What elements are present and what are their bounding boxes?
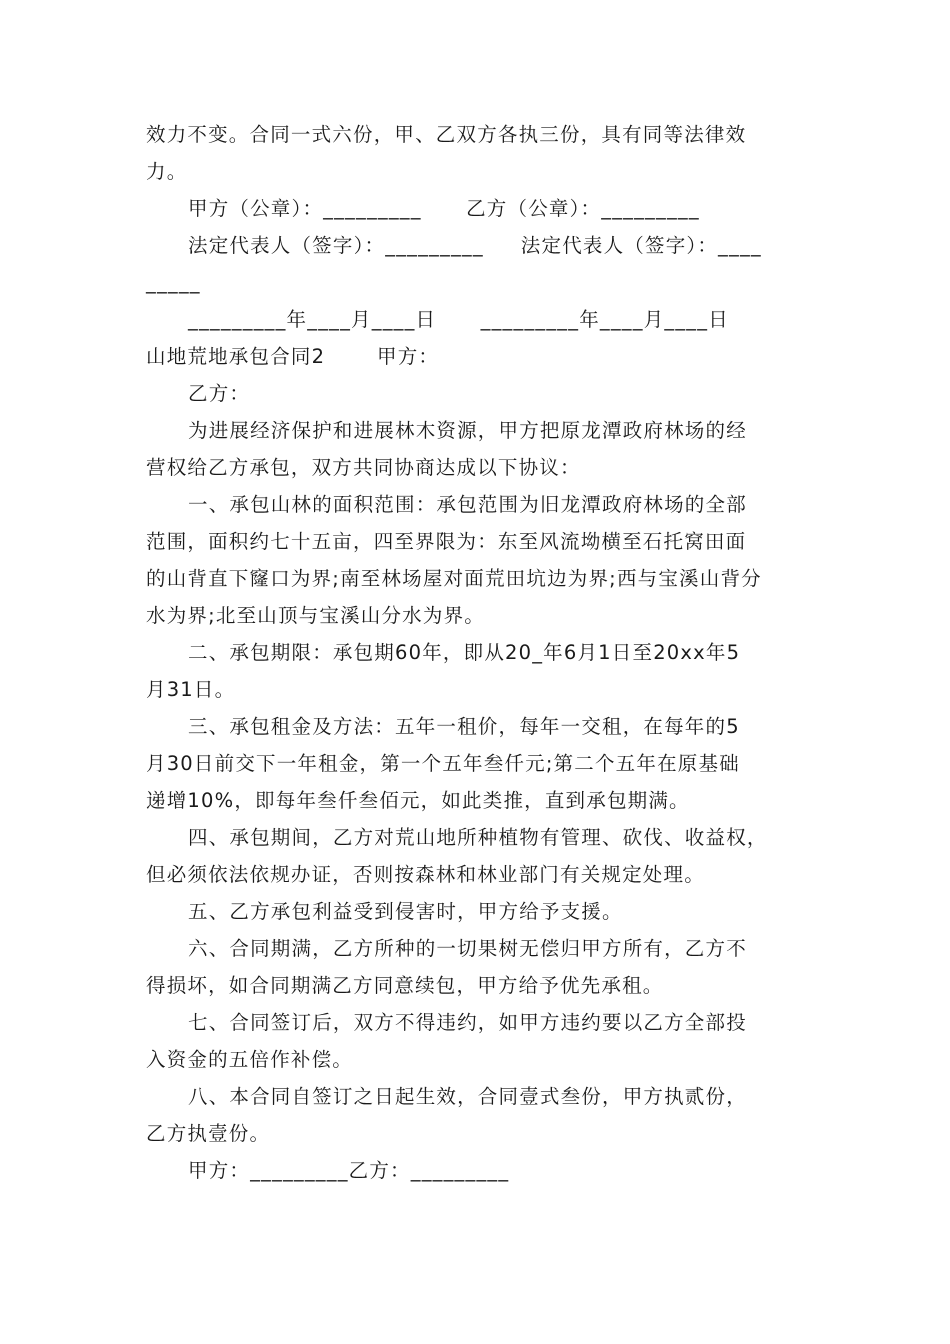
text-line: 得损坏，如合同期满乙方同意续包，甲方给予优先承租。 <box>146 974 664 997</box>
signature-line-seal: 甲方（公章）：_________ 乙方（公章）：_________ <box>188 197 700 220</box>
text-line: 营权给乙方承包，双方共同协商达成以下协议： <box>146 456 581 479</box>
clause-5: 五、乙方承包利益受到侵害时，甲方给予支援。 <box>188 900 623 923</box>
text-line: 月31日。 <box>146 678 236 701</box>
clause-6: 六、合同期满，乙方所种的一切果树无偿归甲方所有，乙方不 <box>188 937 747 960</box>
text-line: 乙方执壹份。 <box>146 1122 271 1145</box>
paragraph-start: 为进展经济保护和进展林木资源，甲方把原龙潭政府林场的经 <box>188 419 747 442</box>
text-line: 范围，面积约七十五亩，四至界限为：东至风流坳横至石托窝田面 <box>146 530 747 553</box>
clause-7: 七、合同签订后，双方不得违约，如甲方违约要以乙方全部投 <box>188 1011 747 1034</box>
party-b-label: 乙方： <box>188 382 251 405</box>
date-line: _________年____月____日 _________年____月____日 <box>188 308 729 331</box>
text-line: 效力不变。合同一式六份，甲、乙双方各执三份，具有同等法律效 <box>146 123 747 146</box>
text-line: 水为界;北至山顶与宝溪山分水为界。 <box>146 604 485 627</box>
text-line: 但必须依法依规办证，否则按森林和林业部门有关规定处理。 <box>146 863 705 886</box>
text-line: 力。 <box>146 160 188 183</box>
clause-1: 一、承包山林的面积范围：承包范围为旧龙潭政府林场的全部 <box>188 493 747 516</box>
text-line: 递增10%，即每年叁仟叁佰元，如此类推，直到承包期满。 <box>146 789 690 812</box>
section-title: 山地荒地承包合同2 甲方： <box>146 345 440 368</box>
text-line: 入资金的五倍作补偿。 <box>146 1048 354 1071</box>
document-body <box>146 116 822 1189</box>
signature-line-parties: 甲方：_________乙方：_________ <box>188 1159 510 1182</box>
clause-2: 二、承包期限：承包期60年，即从20_年6月1日至20xx年5 <box>188 641 741 664</box>
clause-3: 三、承包租金及方法：五年一租价，每年一交租，在每年的5 <box>188 715 740 738</box>
clause-8: 八、本合同自签订之日起生效，合同壹式叁份，甲方执贰份， <box>188 1085 747 1108</box>
signature-line-representative: 法定代表人（签字）：_________ 法定代表人（签字）：____ <box>188 234 762 257</box>
text-line: _____ <box>146 271 201 294</box>
text-line: 月30日前交下一年租金，第一个五年叁仟元;第二个五年在原基础 <box>146 752 740 775</box>
clause-4: 四、承包期间，乙方对荒山地所种植物有管理、砍伐、收益权， <box>188 826 768 849</box>
text-line: 的山背直下窿口为界;南至林场屋对面荒田坑边为界;西与宝溪山背分 <box>146 567 762 590</box>
